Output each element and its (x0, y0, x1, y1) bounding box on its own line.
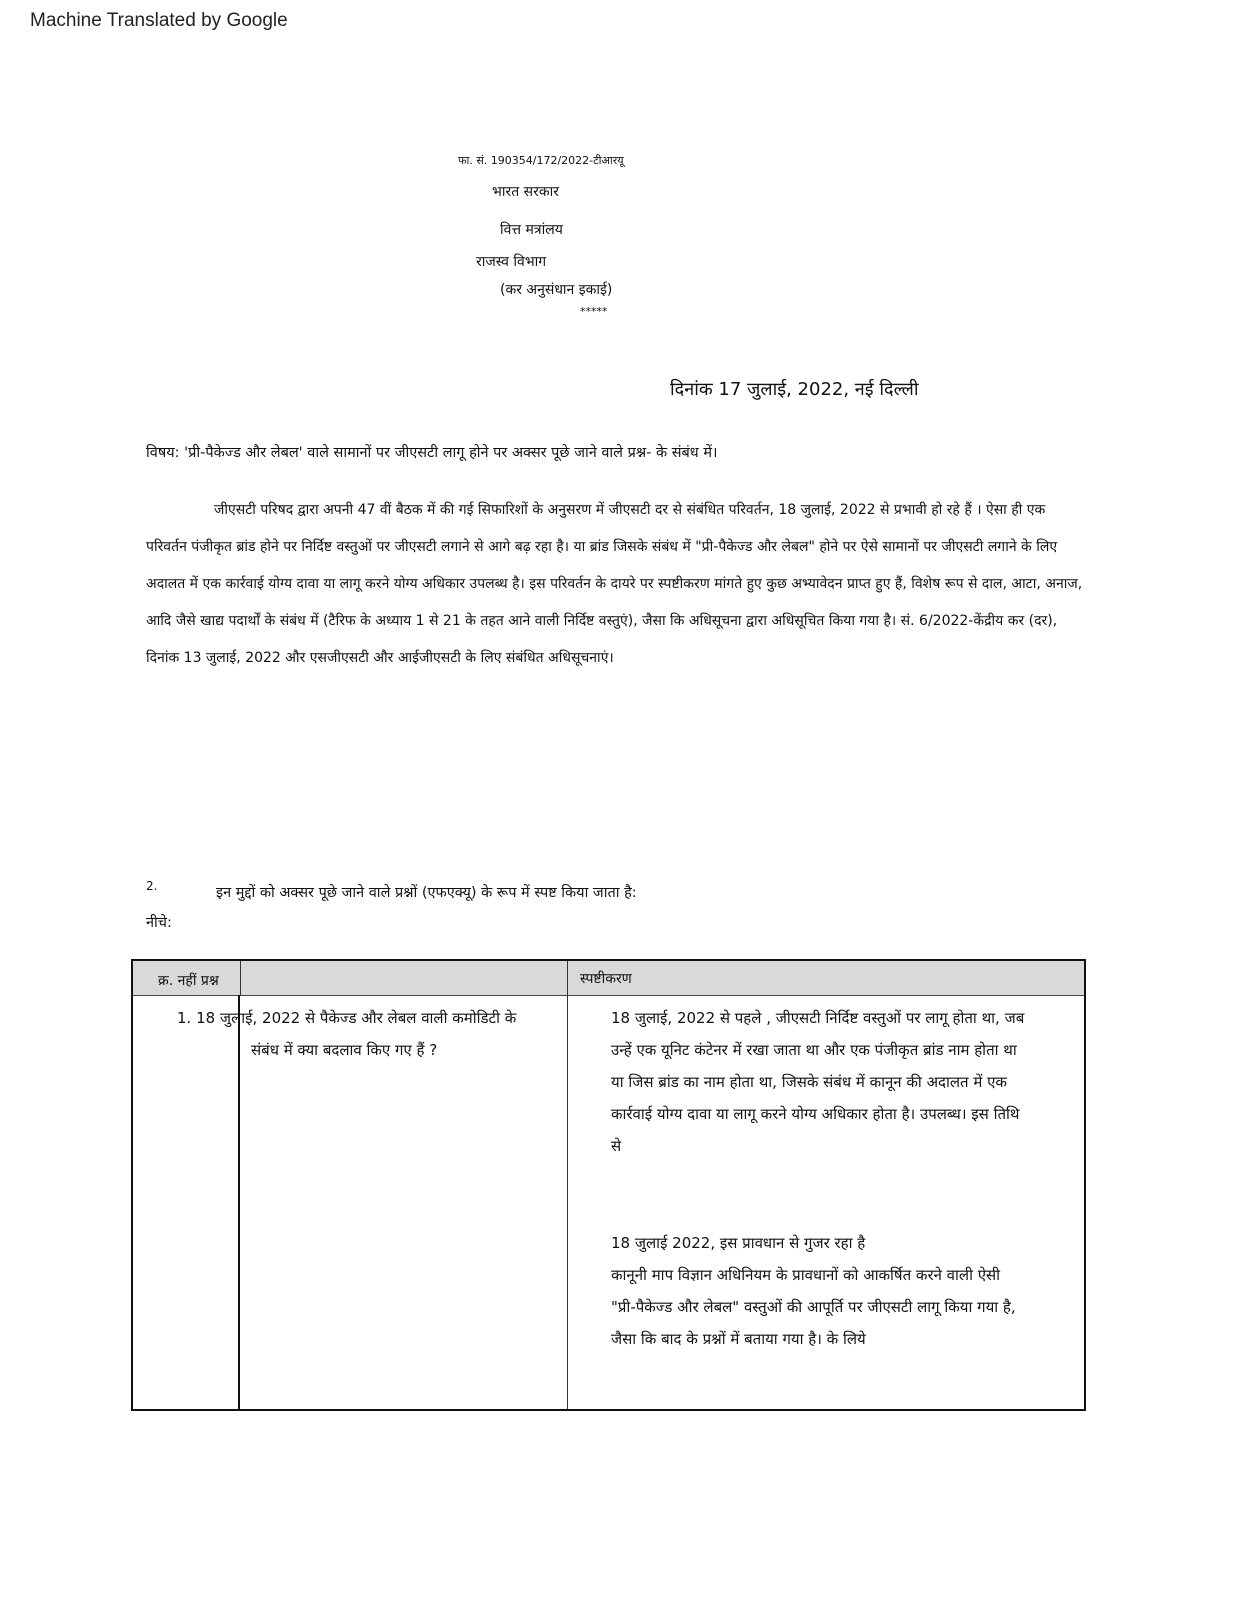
unit-name: (कर अनुसंधान इकाई) (500, 282, 613, 298)
answer-line: 18 जुलाई 2022, इस प्रावधान से गुजर रहा है (611, 1234, 866, 1252)
department-name: राजस्व विभाग (476, 254, 547, 270)
faq-table (131, 959, 1086, 1411)
paragraph-2-text: इन मुद्दों को अक्सर पूछे जाने वाले प्रश्नों (एफएक्यू) के रूप में स्पष्ट किया जाता है: (216, 885, 637, 901)
separator-stars: ***** (580, 305, 608, 318)
answer-line: कार्रवाई योग्य दावा या लागू करने योग्य अधिकार होता है। उपलब्ध। इस तिथि (611, 1105, 1020, 1123)
machine-translation-banner: Machine Translated by Google (30, 10, 288, 31)
question-line-1: 1. 18 जुलाई, 2022 से पैकेज्ड और लेबल वाली कमोडिटी के (177, 1009, 517, 1027)
column-divider (240, 961, 241, 995)
table-header-row (133, 961, 1084, 996)
paragraph-2-number: 2. (146, 879, 158, 893)
answer-line: से (611, 1137, 622, 1155)
answer-line: "प्री-पैकेज्ड और लेबल" वस्तुओं की आपूर्ति पर जीएसटी लागू किया गया है, (611, 1298, 1016, 1316)
answer-block-1 (611, 1002, 1024, 1162)
question-line-2: संबंध में क्या बदलाव किए गए हैं ? (251, 1041, 438, 1059)
answer-line: उन्हें एक यूनिट कंटेनर में रखा जाता था और एक पंजीकृत ब्रांड नाम होता था (611, 1041, 1017, 1059)
header-explanation: स्पष्टीकरण (580, 971, 632, 987)
answer-line: कानूनी माप विज्ञान अधिनियम के प्रावधानों को आकर्षित करने वाली ऐसी (611, 1266, 1001, 1284)
column-divider (567, 961, 568, 1409)
paragraph-1-text: जीएसटी परिषद द्वारा अपनी 47 वीं बैठक में की गई सिफारिशों के अनुसरण में जीएसटी दर से संबंधित परिवर्तन, 18 जुलाई, 2022 से प्रभावी हो रहे हैं । ऐसा ही एक परिवर्तन पंजीकृत ब्रांड होने पर निर्दिष्ट वस्तुओं पर जीएसटी लगाने से आगे बढ़ रहा है। या ब्रांड जिसके संबंध में "प्री-पैकेज्ड और लेबल" होने पर ऐसे सामानों पर जीएसटी लगाने के लिए अदालत में एक कार्रवाई योग्य दावा या लागू करने योग्य अधिकार उपलब्ध है। इस परिवर्तन के दायरे पर स्पष्टीकरण मांगते हुए कुछ अभ्यावेदन प्राप्त हुए हैं, विशेष रूप से दाल, आटा, अनाज, आदि जैसे खाद्य पदार्थों के संबंध में (टैरिफ के अध्याय 1 से 21 के तहत आने वाली निर्दिष्ट वस्तुएं), जैसा कि अधिसूचना द्वारा अधिसूचित किया गया है। सं. 6/2022-केंद्रीय कर (दर), दिनांक 13 जुलाई, 2022 और एसजीएसटी और आईजीएसटी के लिए संबंधित अधिसूचनाएं। (146, 502, 1083, 666)
paragraph-2-continuation: नीचे: (146, 915, 172, 931)
paragraph-1 (146, 492, 1090, 677)
government-name: भारत सरकार (492, 184, 559, 200)
column-divider (238, 995, 240, 1409)
answer-block-2 (611, 1227, 1016, 1355)
ministry-name: वित्त मत्रांलय (500, 222, 563, 238)
file-number: फा. सं. 190354/172/2022-टीआरयू (458, 154, 624, 167)
answer-line: या जिस ब्रांड का नाम होता था, जिसके संबंध में कानून की अदालत में एक (611, 1073, 1007, 1091)
document-date: दिनांक 17 जुलाई, 2022, नई दिल्ली (670, 379, 919, 400)
answer-line: 18 जुलाई, 2022 से पहले , जीएसटी निर्दिष्ट वस्तुओं पर लागू होता था, जब (611, 1009, 1025, 1027)
header-question: क्र. नहीं प्रश्न (158, 973, 219, 989)
subject-line: विषय: 'प्री-पैकेज्ड और लेबल' वाले सामानों पर जीएसटी लागू होने पर अक्सर पूछे जाने वाले प्रश्न- के संबंध में। (146, 445, 718, 461)
answer-line: जैसा कि बाद के प्रश्नों में बताया गया है। के लिये (611, 1330, 866, 1348)
